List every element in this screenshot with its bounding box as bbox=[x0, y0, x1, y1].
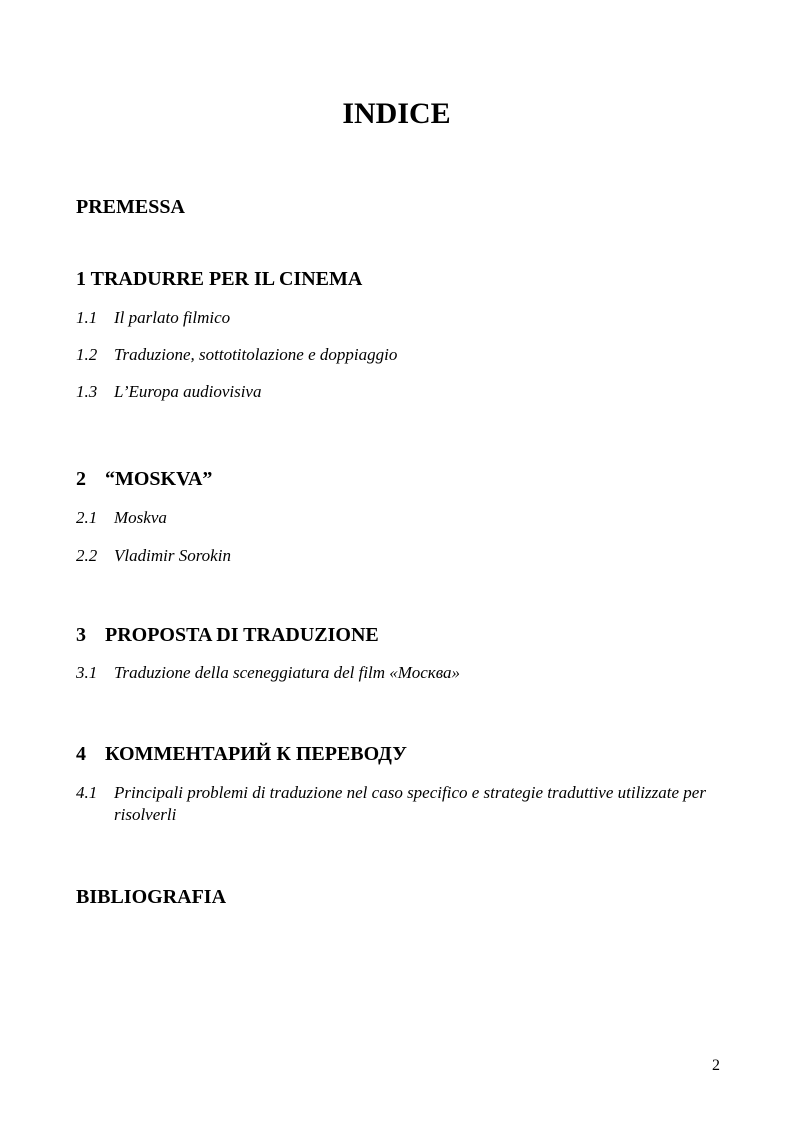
section-number: 2.1 bbox=[76, 508, 98, 527]
section-title: Vladimir Sorokin bbox=[114, 546, 231, 565]
toc-section-1-2[interactable] bbox=[76, 344, 716, 366]
toc-section-2-1[interactable] bbox=[76, 507, 716, 529]
chapter-title: PROPOSTA DI TRADUZIONE bbox=[105, 624, 379, 646]
section-title: Il parlato filmico bbox=[114, 308, 231, 327]
section-title: Traduzione, sottotitolazione e doppiaggio bbox=[114, 345, 398, 364]
toc-entry-premessa[interactable] bbox=[76, 194, 185, 220]
section-title: Traduzione della sceneggiatura del film «Москва» bbox=[114, 663, 460, 682]
section-number: 1.2 bbox=[76, 345, 98, 364]
toc-chapter-2[interactable] bbox=[76, 466, 212, 492]
toc-section-1-1[interactable] bbox=[76, 307, 716, 329]
page-number: 2 bbox=[712, 1057, 720, 1074]
toc-section-4-1[interactable] bbox=[76, 782, 716, 826]
chapter-number: 3 bbox=[76, 624, 86, 646]
chapter-number: 4 bbox=[76, 743, 86, 765]
section-number: 1.3 bbox=[76, 382, 98, 401]
toc-chapter-3[interactable] bbox=[76, 622, 379, 648]
section-title: Moskva bbox=[114, 508, 167, 527]
chapter-title: “MOSKVA” bbox=[105, 468, 213, 490]
page-title: INDICE bbox=[342, 97, 451, 130]
toc-section-3-1[interactable] bbox=[76, 662, 716, 684]
toc-chapter-4[interactable] bbox=[76, 741, 407, 767]
chapter-title: КОММЕНТАРИЙ К ПЕРЕВОДУ bbox=[105, 743, 407, 765]
toc-entry-bibliografia[interactable] bbox=[76, 884, 226, 910]
section-title: L’Europa audiovisiva bbox=[114, 382, 262, 401]
section-title: Principali problemi di traduzione nel caso specifico e strategie traduttive utilizzate per risolverli bbox=[114, 783, 706, 824]
toc-section-1-3[interactable] bbox=[76, 381, 716, 403]
toc-bibliografia-label: BIBLIOGRAFIA bbox=[76, 886, 227, 908]
section-number: 2.2 bbox=[76, 546, 98, 565]
section-number: 1.1 bbox=[76, 308, 98, 327]
chapter-number: 2 bbox=[76, 468, 86, 490]
section-number: 3.1 bbox=[76, 663, 98, 682]
chapter-title: TRADURRE PER IL CINEMA bbox=[90, 268, 363, 290]
toc-section-2-2[interactable] bbox=[76, 545, 716, 567]
chapter-number: 1 bbox=[76, 268, 86, 290]
section-number: 4.1 bbox=[76, 783, 98, 802]
toc-chapter-1[interactable] bbox=[76, 266, 362, 292]
toc-premessa-label: PREMESSA bbox=[76, 196, 185, 218]
